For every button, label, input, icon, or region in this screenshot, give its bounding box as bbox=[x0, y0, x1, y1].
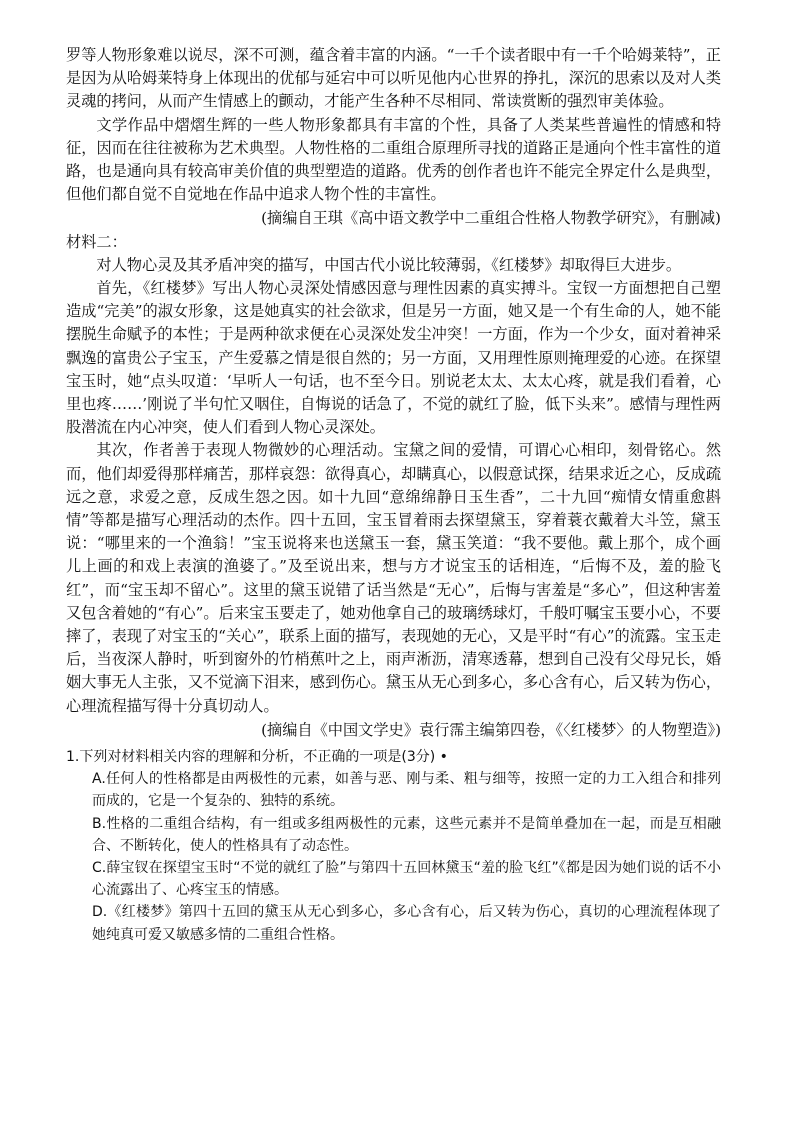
material-two-first-point-paragraph: 首先，《红楼梦》写出人物心灵深处情感因意与理性因素的真实搏斗。宝钗一方面想把自己塑造成“完美”的淑女形象，这是她真实的社会欲求，但是另一方面，她又是一个有生命的人，她不能摆脱生命赋予的本性；于是两种欲求便在心灵深处发尘冲突！一方面，作为一个少女，面对着神采飘逸的富贵公子宝玉，产生爱慕之情是很自然的；另一方面，又用理性原则掩理爱的心迹。在探望宝玉时，她“点头叹道：‘早听人一句话，也不至今日。别说老太太、太太心疼，就是我们看着，心里也疼……’刚说了半句忙又咽住，自悔说的话急了，不觉的就红了脸，低下头来”。感情与理性两股潜流在内心冲突，使人们看到人物心灵深处。 bbox=[66, 279, 721, 437]
material-two-label: 材料二： bbox=[66, 232, 127, 251]
material-one-paragraph-typical-character: 文学作品中熠熠生辉的一些人物形象都具有丰富的个性，具备了人类某些普遍性的情感和特征，因而在往往被称为艺术典型。人物性格的二重组合原理所寻找的道路正是通向个性丰富性的道路，也是通向具有较高审美价值的典型塑造的道路。优秀的创作者也许不能完全界定什么是典型，但他们都自觉不自觉地在作品中追求人物个性的丰富性。 bbox=[66, 115, 721, 204]
question-1-options bbox=[66, 768, 721, 946]
material-two-source: (摘编自《中国文学史》袁行霈主编第四卷，《〈红楼梦〉的人物塑造》) bbox=[261, 720, 721, 739]
material-one-paragraph-continued: 罗等人物形象难以说尽，深不可测，蕴含着丰富的内涵。“一千个读者眼中有一千个哈姆莱特”，正是因为从哈姆莱特身上体现出的优郁与延宕中可以听见他内心世界的挣扎，深沉的思索以及对人类灵魂的拷问，从而产生情感上的颤动，才能产生各种不尽相同、常读赏断的强烈审美体验。 bbox=[66, 46, 721, 111]
question-1-stem: 1.下列对材料相关内容的理解和分析，不正确的一项是(3分) • bbox=[66, 749, 448, 766]
document-page bbox=[66, 44, 721, 946]
question-1-option-d: D.《红楼梦》第四十五回的黛玉从无心到多心，多心含有心，后又转为伤心，真切的心理流程体现了她纯真可爱又敏感多情的二重组合性格。 bbox=[92, 904, 721, 943]
material-two-second-point-paragraph: 其次，作者善于表现人物微妙的心理活动。宝黛之间的爱情，可谓心心相印，刻骨铭心。然而，他们却爱得那样痛苦，那样哀怨：欲得真心，却瞒真心，以假意试探，结果求近之心，反成疏远之意，求爱之意，反成生怨之因。如十九回“意绵绵静日玉生香”，二十九回“痴情女情重愈斟情”等都是描写心理活动的杰作。四十五回，宝玉冒着雨去探望黛玉，穿着蓑衣戴着大斗笠，黛玉说：“哪里来的一个渔翁！”宝玉说将来也送黛玉一套，黛玉笑道：“我不要他。戴上那个，成个画儿上画的和戏上表演的渔婆了。”及至说出来，想与方才说宝玉的话相连，“后悔不及，羞的脸飞红”，而“宝玉却不留心”。这里的黛玉说错了话当然是“无心”，后悔与害羞是“多心”，但这种害羞又包含着她的“有心”。后来宝玉要走了，她劝他拿自己的玻璃绣球灯，千般叮嘱宝玉要小心，不要摔了，表现了对宝玉的“关心”，联系上面的描写，表现她的无心，又是平时“有心”的流露。宝玉走后，当夜深人静时，听到窗外的竹梢蕉叶之上，雨声淅沥，清寒透幕，想到自己没有父母兄长，婚姻大事无人主张，又不觉滴下泪来，感到伤心。黛玉从无心到多心，多心含有心，后又转为伤心，心理流程描写得十分真切动人。 bbox=[66, 441, 721, 715]
material-one-source: (摘编自王琪《高中语文教学中二重组合性格人物教学研究》，有删减) bbox=[261, 209, 721, 228]
question-1-option-c: C.薛宝钗在探望宝玉时“不觉的就红了脸”与第四十五回林黛玉“羞的脸飞红”《都是因为她们说的话不小心流露出了、心疼宝玉的情感。 bbox=[92, 859, 721, 899]
question-1-option-a: A.任何人的性格都是由两极性的元素，如善与恶、刚与柔、粗与细等，按照一定的力工入组合和排列而成的，它是一个复杂的、独特的系统。 bbox=[92, 771, 721, 810]
question-1-option-b: B.性格的二重组合结构，有一组或多组两极性的元素，这些元素并不是简单叠加在一起，而是互相融合、不断转化，使人的性格具有了动态性。 bbox=[92, 815, 721, 854]
material-two-intro-paragraph: 对人物心灵及其矛盾冲突的描写，中国古代小说比较薄弱，《红楼梦》却取得巨大进步。 bbox=[96, 255, 682, 274]
